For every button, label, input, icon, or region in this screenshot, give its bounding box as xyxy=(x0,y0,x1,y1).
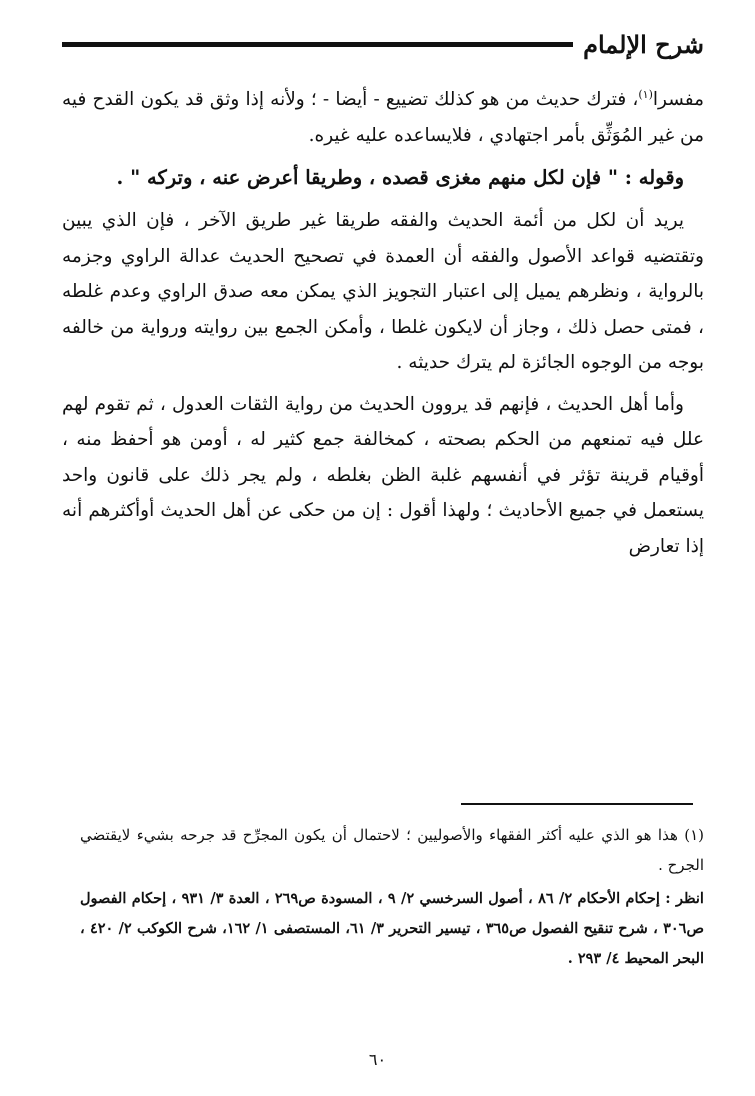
main-text xyxy=(62,82,704,564)
header-title: شرح الإلمام xyxy=(583,29,704,59)
paragraph-1 xyxy=(62,82,704,153)
paragraph-2: يريد أن لكل من أئمة الحديث والفقه طريقا غير طريق الآخر ، فإن الذي يبين وتقتضيه قواعد الأصول والفقه أن العمدة في تصحيح الحديث عدالة الراوي وجزمه بالرواية ، ونظرهم يميل إلى اعتبار التجويز الذي يمكن معه صدق الراوي وعدم غلطه ، فمتى حصل ذلك ، وجاز أن لايكون غلطا ، وأمكن الجمع بين روايته ورواية من خالفه بوجه من الوجوه الجائزة لم يترك حديثه . xyxy=(62,210,704,373)
page-number: ٦٠ xyxy=(368,1050,387,1069)
footnote-marker: (١) xyxy=(638,87,653,101)
paragraph-3: وأما أهل الحديث ، فإنهم قد يروون الحديث من رواية الثقات العدول ، ثم تقوم لهم علل فيه تمنعهم من الحكم بصحته ، كمخالفة جمع كثير له ، أومن هو أحفظ منه ، أوقيام قرينة تؤثر في أنفسهم غلبة الظن بغلطه ، ولم يجر ذلك على قانون واحد يستعمل في جميع الأحاديث ؛ ولهذا أقول : إن من حكى عن أهل الحديث أوأكثرهم أنه إذا تعارض xyxy=(62,393,704,557)
paragraph-1-start: مفسرا xyxy=(652,89,704,110)
paragraph-1-rest: ، فترك حديث من هو كذلك تضييع - أيضا - ؛ ولأنه إذا وثق قد يكون القدح فيه من غير المُوَثِّق بأمر اجتهادي ، فلايساعده عليه غيره. xyxy=(62,89,704,146)
footnote-divider xyxy=(461,803,693,805)
footnote-references: انظر : إحكام الأحكام ٢/ ٨٦ ، أصول السرخسي ٢/ ٩ ، المسودة ص٢٦٩ ، العدة ٣/ ٩٣١ ، إحكام الفصول ص٣٠٦ ، شرح تنقيح الفصول ص٣٦٥ ، تيسير التحرير ٣/ ٦١، المستصفى ١/ ١٦٢، شرح الكوكب ٢/ ٤٢٠ ، البحر المحيط ٤/ ٢٩٣ . xyxy=(80,890,704,967)
running-header xyxy=(62,28,704,60)
quoted-text: وقوله : " فإن لكل منهم مغزى قصده ، وطريقا أعرض عنه ، وتركه " . xyxy=(116,166,684,189)
footnotes xyxy=(80,820,704,974)
footnote-1: (١) هذا هو الذي عليه أكثر الفقهاء والأصوليين ؛ لاحتمال أن يكون المجرِّح قد جرحه بشيء لايقتضي الجرح . xyxy=(80,826,704,874)
header-rule xyxy=(62,42,573,47)
